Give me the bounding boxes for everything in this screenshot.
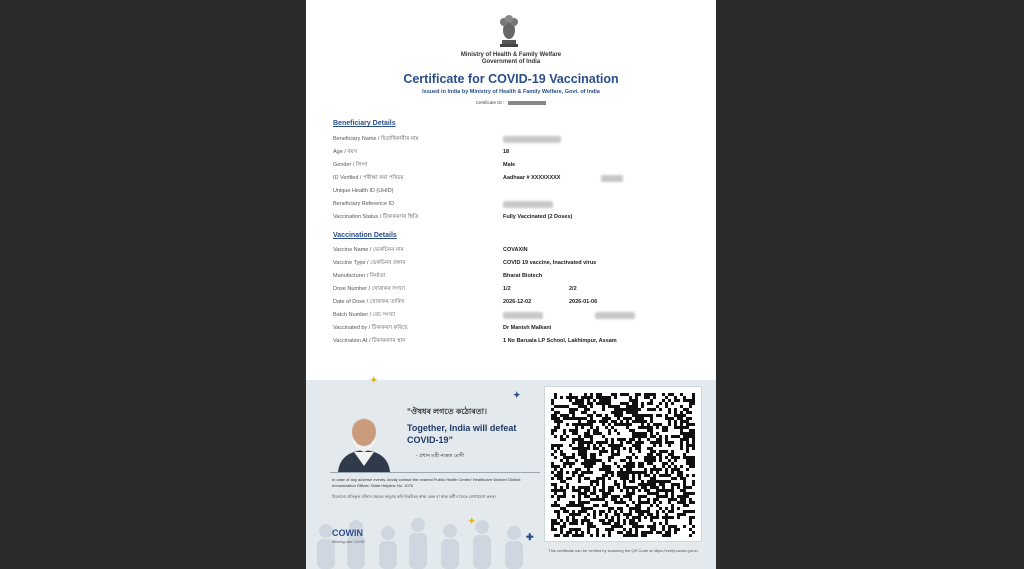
qr-code-icon	[551, 393, 695, 537]
helpline-note: In case of any adverse events, kindly contact the nearest Public Health Center/ Healthcare Worker/ District Immunization Officer/ State Helpline No. 1075	[332, 477, 521, 488]
vaccination-row	[333, 323, 693, 335]
qr-code-frame	[544, 386, 702, 542]
row-label: Vaccinated by / টিকাকৰণ কৰিছে	[333, 325, 408, 331]
row-value: COVID 19 vaccine, Inactivated virus	[503, 260, 597, 266]
row-value: Fully Vaccinated (2 Doses)	[503, 214, 573, 220]
beneficiary-row	[333, 134, 693, 146]
plus-icon: ✚	[526, 532, 534, 542]
row-label: Gender / লিংগ	[333, 162, 368, 168]
row-value: 1 No Baruala LP School, Lakhimpur, Assam	[503, 338, 617, 344]
vaccination-row	[333, 258, 693, 270]
vaccination-row	[333, 310, 693, 322]
row-label: Beneficiary Reference ID	[333, 201, 395, 207]
sparkle-icon: ✦	[370, 375, 378, 385]
footer-panel	[306, 375, 716, 569]
ministry-name: Ministry of Health & Family Welfare	[460, 52, 562, 58]
row-value-second: 2/2	[569, 286, 577, 292]
row-label: Vaccination At / টিকাকৰণৰ স্থান	[333, 338, 406, 344]
prime-minister-portrait	[332, 408, 396, 472]
beneficiary-row	[333, 199, 693, 211]
row-value-redacted	[503, 201, 553, 208]
vaccination-row	[333, 297, 693, 309]
government-name: Government of India	[481, 59, 541, 65]
row-label: Beneficiary Name / হিতাধিকাৰীৰ নাম	[333, 136, 419, 142]
vaccination-row	[333, 284, 693, 296]
vaccination-heading: Vaccination Details	[333, 232, 397, 239]
row-value: Male	[503, 162, 516, 168]
row-label: Dose Number / খোৰাকৰ সংখ্যা	[333, 286, 405, 292]
cowin-tagline: Winning over COVID	[332, 540, 365, 544]
row-value: Bharat Biotech	[503, 273, 543, 279]
row-value: COVAXIN	[503, 247, 528, 253]
row-label: Date of Dose / খোৰাকৰ তাৰিখ	[333, 299, 405, 305]
row-label: Manufacturer / নিৰ্মাতা	[333, 273, 386, 279]
row-value: 18	[503, 149, 510, 155]
certificate-id	[306, 100, 716, 105]
row-value: 2026-12-02	[503, 299, 532, 305]
national-emblem-icon	[498, 12, 520, 48]
row-label: Vaccine Type / ভেকচিনৰ প্ৰকাৰ	[333, 260, 406, 266]
row-label: Vaccination Status / টিকাকৰণৰ স্থিতি	[333, 214, 419, 220]
beneficiary-row	[333, 173, 693, 185]
beneficiary-row	[333, 160, 693, 172]
beneficiary-heading: Beneficiary Details	[333, 120, 396, 127]
divider	[330, 472, 540, 473]
sparkle-icon: ✦	[513, 390, 521, 400]
certificate-id-label: Certificate ID :	[475, 100, 505, 105]
row-label: ID Verified / পৰীক্ষা কৰা পৰিচয়	[333, 175, 404, 181]
vaccination-row	[333, 336, 693, 348]
row-value-redacted	[601, 175, 623, 182]
row-label: Vaccine Name / ভেকচিনৰ নাম	[333, 247, 404, 253]
helpline-note-native: যিকোনো প্ৰতিকূল ঘটনাৰ ক্ষেত্ৰত অনুগ্ৰহ কৰি নিকটতম স্বাস্থ্য কেন্দ্ৰ বা স্বাস্থ্য কৰ্মীৰ সৈতে যোগাযোগ কৰক।	[332, 494, 496, 499]
row-label: Unique Health ID (UHID)	[333, 188, 394, 194]
vaccination-row	[333, 245, 693, 257]
row-value: Aadhaar # XXXXXXXX	[503, 175, 561, 181]
row-label: Batch Number / বেচ সংখ্যা	[333, 312, 396, 318]
quote-native: “ঔষধৰ লগতে কঠোৰতা।	[407, 407, 487, 416]
row-value-redacted	[503, 136, 561, 143]
vaccination-row	[333, 271, 693, 283]
sparkle-icon: ✦	[468, 516, 476, 526]
beneficiary-row	[333, 212, 693, 224]
cowin-logo: COWIN	[332, 528, 363, 538]
row-value: Dr Manish Malkani	[503, 325, 552, 331]
row-label: Age / বয়স	[333, 149, 358, 155]
beneficiary-row	[333, 186, 693, 198]
row-value-redacted	[503, 312, 543, 319]
certificate-title: Certificate for COVID-19 Vaccination	[403, 72, 619, 86]
row-value: 1/2	[503, 286, 511, 292]
crowd-silhouette-icon	[306, 509, 546, 569]
issued-by: Issued in India by Ministry of Health & Family Welfare, Govt. of India	[422, 89, 600, 95]
row-value-redacted	[595, 312, 635, 319]
quote-english: Together, India will defeat COVID-19”	[407, 423, 517, 445]
row-value-second: 2026-01-06	[569, 299, 598, 305]
certificate-id-value	[508, 101, 546, 105]
certificate-page	[306, 0, 716, 569]
beneficiary-row	[333, 147, 693, 159]
qr-caption: This certificate can be verified by scanning the QR Code at https://verify.cowin.gov.in	[548, 548, 698, 553]
quote-signature: - প্ৰধান মন্ত্ৰী নৰেন্দ্ৰ মোদী	[416, 453, 465, 459]
